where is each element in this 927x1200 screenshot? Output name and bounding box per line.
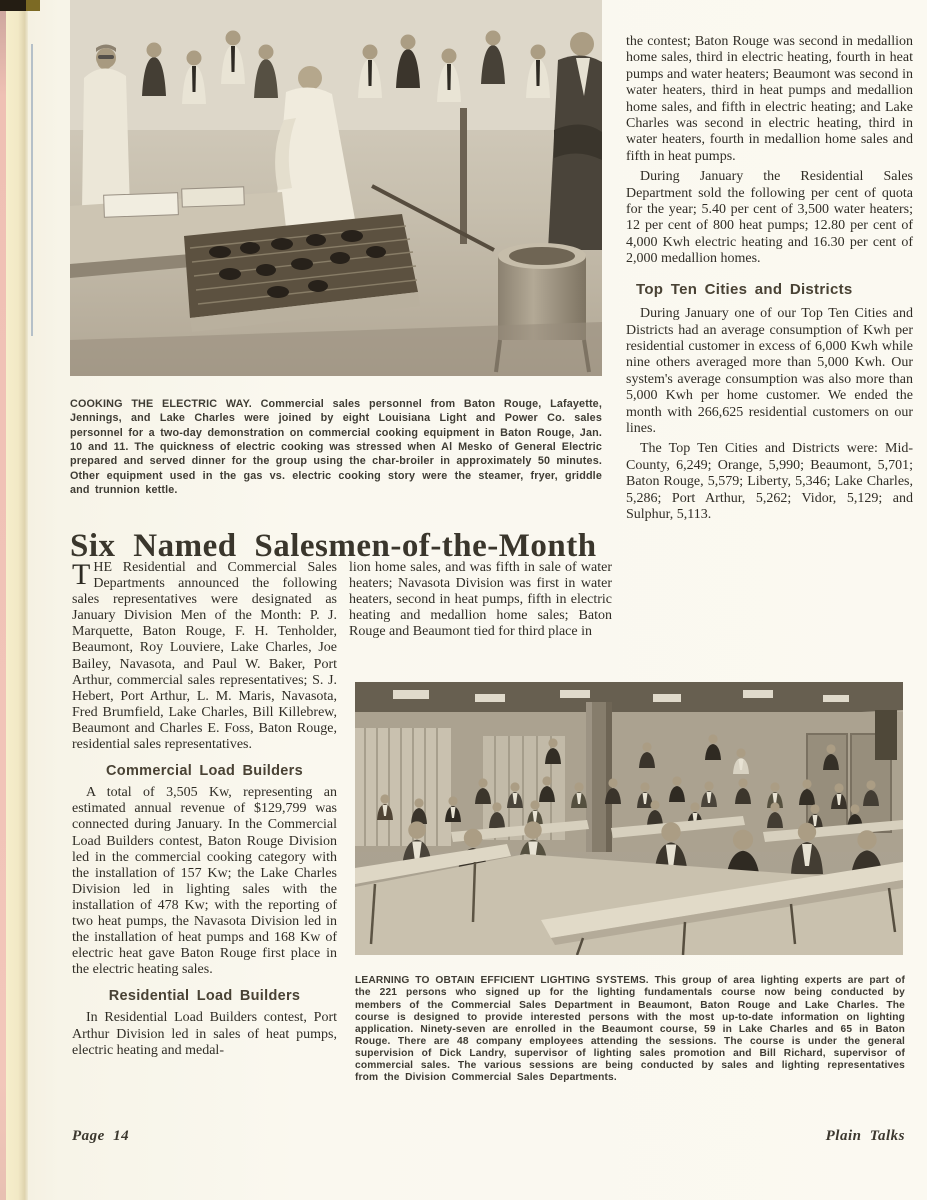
- right-paragraph-1: the contest; Baton Rouge was second in medallion home sales, third in electric heating, fourth in heat pumps and water heaters; Beaumont was second in water heaters, third in heat pumps and medallion home sales, and fifth in electric heating; and Lake Charles was second in electric heating, third in water heaters, fourth in medallion home sales and fifth in heat pumps.: [626, 34, 913, 164]
- right-paragraph-4: The Top Ten Cities and Districts were: Mid-County, 6,249; Orange, 5,990; Beaumont, 5,701; Baton Rouge, 5,579; Liberty, 5,346; Lake Charles, 5,286; Port Arthur, 5,262; Vidor, 5,129; and Sulphur, 5,113.: [626, 441, 913, 522]
- cooking-demonstration-photo: [70, 0, 602, 376]
- right-paragraph-2: During January the Residential Sales Department sold the following per cent of quota for the year; 5.40 per cent of 3,500 water heaters; 12 per cent of 800 heat pumps; 12.80 per cent of 4,000 Kwh electric heating and 16.30 per cent of 2,000 medallion homes.: [626, 169, 913, 267]
- lighting-course-photo: [355, 682, 903, 955]
- scan-edge-blue-line: [31, 44, 33, 336]
- bottom-photo-caption: LEARNING TO OBTAIN EFFICIENT LIGHTING SYSTEMS. This group of area lighting experts are part of the 221 persons who signed up for the lighting fundamentals course now being conducted by members of the Commercial Sales Department in Beaumont, Baton Rouge and Lake Charles. The course is designed to provide interested persons with the most up-to-date information on lighting application. Ninety-seven are enrolled in the Beaumont course, 59 in Lake Charles and 65 in Baton Rouge. There are 48 company employees attending the sessions. The course is under the general supervision of Dick Landry, supervisor of lighting sales promotion and Bill Richard, supervisor of commercial sales. The various sessions are being conducted by sales and lighting representatives from the Division Commercial Sales Departments.: [355, 975, 905, 1084]
- photo-pillar: [586, 702, 612, 852]
- article-paragraph-commercial: A total of 3,505 Kw, representing an estimated annual revenue of $129,799 was connected during January. In the Commercial Load Builders contest, Baton Rouge Division led in the commercial cooking category with the installation of 157 Kw; the Lake Charles Division led in lighting sales with the installation of 478 Kw; with the reporting of two heat pumps, the Navasota Division led in the installation of heat pumps and 168 Kw of electric heat gave Baton Rouge first place in the electric heating sales.: [72, 785, 337, 978]
- article-column-left: [72, 560, 337, 1059]
- section-heading-top-ten: Top Ten Cities and Districts: [636, 280, 853, 298]
- photo-pole: [460, 108, 467, 244]
- article-paragraph-continuation: lion home sales, and was fifth in sale of water heaters; Navasota Division was first in water heaters, second in heat pumps, fifth in electric heating and medallion home sales; Baton Rouge and Beaumont tied for third place in: [349, 560, 612, 640]
- right-paragraph-3: During January one of our Top Ten Cities and Districts had an average consumption of Kwh per residential customer in excess of 6,000 Kwh while nine others averaged more than 5,000 Kwh. Our system's average consumption was also more than 5,000 Kwh per home customer. We ended the month with 266,625 residential customers on our lines.: [626, 306, 913, 436]
- scan-edge-paper-curl: [6, 0, 28, 1200]
- top-photo-caption: COOKING THE ELECTRIC WAY. Commercial sales personnel from Baton Rouge, Lafayette, Jennings, and Lake Charles were joined by eight Louisiana Light and Power Co. sales personnel for a two-day demonstration on commercial cooking equipment in Baton Rouge, Jan. 10 and 11. The quickness of electric cooking was stressed when Al Mesko of General Electric prepared and served dinner for the group using the char-broiler in approximately 50 minutes. Other equipment used in the gas vs. electric cooking story were the steamer, fryer, griddle and trunnion kettle.: [70, 397, 602, 497]
- headline: Six Named Salesmen-of-the-Month: [70, 528, 597, 565]
- section-heading-residential: Residential Load Builders: [108, 988, 301, 1005]
- page-number: Page 14: [72, 1128, 130, 1144]
- photo-curtain-left: [355, 728, 451, 846]
- scan-edge-dark-corner: [0, 0, 26, 11]
- scan-edge-gold-corner: [26, 0, 40, 11]
- article-paragraph-lead: THE Residential and Commercial Sales Departments announced the following sales representatives were designated as January Division Men of the Month: P. J. Marquette, Baton Rouge, F. H. Tenholder, Beaumont, Roy Louviere, Lake Charles, Joe Bailey, Navasota, and Paul W. Baker, Port Arthur, commercial sales representatives; S. J. Hebert, Port Arthur, L. M. Maris, Navasota, Fred Brumfield, Lake Charles, Bill Killebrew, Beaumont and Charles E. Foss, Baton Rouge, residential sales representatives.: [72, 558, 337, 753]
- article-column-middle: [349, 560, 612, 640]
- publication-name: Plain Talks: [825, 1128, 905, 1144]
- drop-cap: T: [72, 558, 91, 591]
- section-heading-commercial: Commercial Load Builders: [106, 763, 303, 780]
- article-paragraph-residential: In Residential Load Builders contest, Port Arthur Division led in sales of heat pumps, electric heating and medal-: [72, 1010, 337, 1058]
- article-column-right: [626, 34, 913, 523]
